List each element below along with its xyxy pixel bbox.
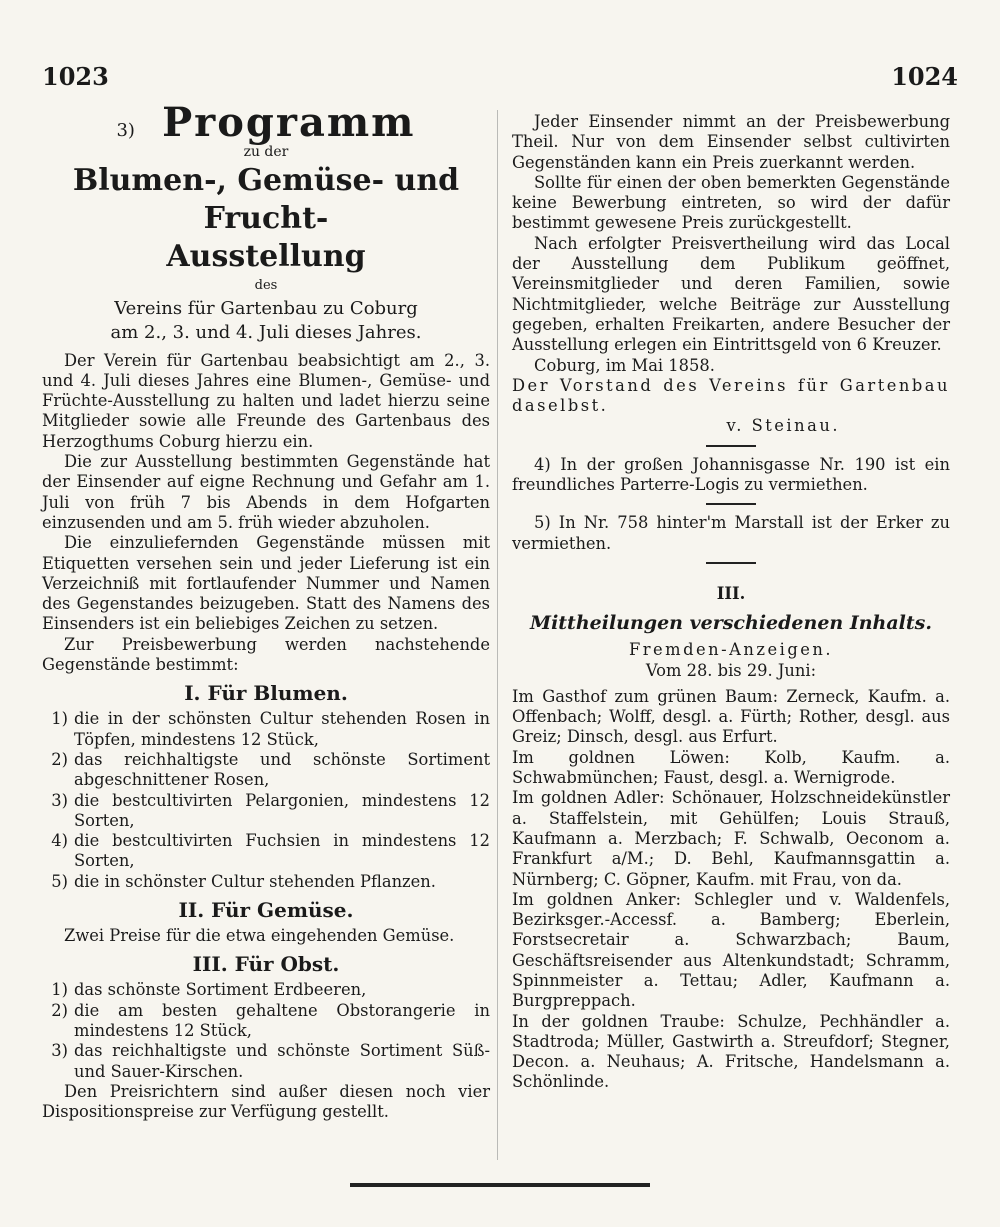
divider [706, 503, 756, 505]
advert-4: 4) In der großen Johannisgasse Nr. 190 ist ein freundliches Parterre-Logis zu vermiethen. [512, 454, 950, 495]
guest-entry: Im goldnen Anker: Schlegler und v. Waldenfels, Bezirksger.-Accessf. a. Bamberg; Eberlein, Forstsecretair a. Schwarzbach; Baum, Geschäftsreisender aus Altenkundstadt; Schramm, Spinnmeister a. Tettau; Adler, Kaufmann a. Burgpreppach. [512, 889, 950, 1011]
list-item: 2) die am besten gehaltene Obstorangerie in mindestens 12 Stück, [51, 1000, 490, 1040]
program-title-block [42, 99, 490, 146]
program-title: Programm [162, 99, 416, 146]
divider [706, 445, 756, 447]
closing-paragraph: Den Preisrichtern sind außer diesen noch vier Dispositionspreise zur Verfügung gestellt. [42, 1081, 490, 1122]
labels-paragraph: Die einzuliefernden Gegenstände müssen mit Etiquetten versehen sein und jeder Lieferung ist ein Verzeichniß mit fortlaufender Nummer und Namen des Gegenstandes beizugeben. Statt des Namens des Einsenders ist ein beliebiges Zeichen zu setzen. [42, 533, 490, 634]
vegetables-text: Zwei Preise für die etwa eingehenden Gemüse. [64, 926, 455, 946]
signature-name: v. Steinau. [726, 416, 840, 436]
exhibition-title: Blumen-, Gemüse- und Frucht- [72, 163, 460, 237]
public-access-paragraph: Nach erfolgter Preisvertheilung wird das Local der Ausstellung dem Publikum geöffnet, Vereinsmitglieder und deren Familien, sowie Nichtmitglieder, welche Beiträge zur Ausstellung gegeben, erhalten Freikarten, andere Besucher der Ausstellung erlegen ein Eintrittsgeld von 6 Kreuzer. [512, 233, 950, 355]
list-item: 3) das reichhaltigste und schönste Sortiment Süß- und Sauer-Kirschen. [51, 1041, 490, 1081]
list-item: 2) das reichhaltigste und schönste Sortiment abgeschnittener Rosen, [51, 749, 490, 790]
section-flowers-heading: I. Für Blumen. [184, 681, 348, 706]
zu-der-line: zu der [243, 144, 289, 160]
guest-entry: Im Gasthof zum grünen Baum: Zerneck, Kaufm. a. Offenbach; Wolff, desgl. a. Fürth; Rother, desgl. aus Greiz; Dinsch, desgl. aus Erfurt. [512, 686, 950, 747]
list-item: 1) das schönste Sortiment Erdbeeren, [51, 980, 367, 1000]
flowers-list [42, 709, 490, 892]
section-vegetables-heading: II. Für Gemüse. [178, 898, 354, 923]
list-item: 4) die bestcultivirten Fuchsien in mindestens 12 Sorten, [51, 831, 490, 871]
page-number-right: 1024 [891, 62, 958, 91]
guest-entry: Im goldnen Adler: Schönauer, Holzschneidekünstler a. Staffelstein, mit Gehülfen; Louis Strauß, Kaufmann a. Merzbach; F. Schwalb, Oeconom a. Frankfurt a/M.; D. Behl, Kaufmannsgattin a. Nürnberg; C. Göpner, Kaufm. mit Frau, von da. [512, 788, 950, 889]
place-date: Coburg, im Mai 1858. [534, 355, 715, 375]
des-line: des [254, 278, 278, 294]
section-number: III. [716, 583, 746, 603]
guest-entry: Im goldnen Löwen: Kolb, Kaufm. a. Schwabmünchen; Faust, desgl. a. Wernigrode. [512, 747, 950, 788]
advert-5: 5) In Nr. 758 hinter'm Marstall ist der Erker zu vermiethen. [512, 513, 950, 553]
section-title: Mittheilungen verschiedenen Inhalts. [530, 612, 932, 635]
exhibition-title-2: Ausstellung [166, 239, 366, 275]
intro-paragraph: Der Verein für Gartenbau beabsichtigt am 2., 3. und 4. Juli dieses Jahres eine Blumen-, Gemüse- und Früchte-Ausstellung zu halten und ladet hierzu seine Mitglieder sowie alle Freunde des Gartenbaus des Herzogthums Coburg hierzu ein. [42, 350, 490, 451]
right-column [512, 112, 950, 1093]
page-number-left: 1023 [42, 62, 109, 91]
arrivals-heading: Fremden-Anzeigen. [628, 640, 834, 660]
prizes-intro-paragraph: Zur Preisbewerbung werden nachstehende Gegenstände bestimmt: [42, 634, 490, 675]
delivery-paragraph: Die zur Ausstellung bestimmten Gegenstände hat der Einsender auf eigne Rechnung und Gefahr am 1. Juli von früh 7 bis Abends in dem Hofgarten einzusenden und am 5. früh wieder abzuholen. [42, 452, 490, 532]
organizer-line: Vereins für Gartenbau zu Coburg [114, 297, 418, 319]
guest-entry: In der goldnen Traube: Schulze, Pechhändler a. Stadtroda; Müller, Gastwirth a. Streufdorf; Stegner, Decon. a. Neuhaus; A. Fritsche, Handelsmann a. Schönlinde. [512, 1011, 950, 1092]
column-divider [497, 110, 498, 1160]
no-entry-paragraph: Sollte für einen der oben bemerkten Gegenstände keine Bewerbung eintreten, so wird der dafür bestimmt gewesene Preis zurückgestellt. [512, 172, 950, 233]
section-fruit-heading: III. Für Obst. [192, 952, 340, 977]
list-item: 5) die in schönster Cultur stehenden Pflanzen. [51, 871, 436, 891]
left-column [42, 99, 490, 1122]
divider [706, 562, 756, 564]
list-item: 1) die in der schönsten Cultur stehenden Rosen in Töpfen, mindestens 12 Stück, [51, 709, 490, 749]
item-number: 3) [116, 120, 135, 141]
fruit-list [42, 980, 490, 1081]
bottom-rule [350, 1183, 650, 1187]
list-item: 3) die bestcultivirten Pelargonien, mindestens 12 Sorten, [51, 790, 490, 830]
date-range: Vom 28. bis 29. Juni: [645, 660, 817, 680]
board-signature-line: Der Vorstand des Vereins für Gartenbau daselbst. [512, 375, 950, 416]
participation-paragraph: Jeder Einsender nimmt an der Preisbewerbung Theil. Nur von dem Einsender selbst cultivirten Gegenständen kann ein Preis zuerkannt werden. [512, 112, 950, 172]
dates-line: am 2., 3. und 4. Juli dieses Jahres. [110, 321, 422, 343]
